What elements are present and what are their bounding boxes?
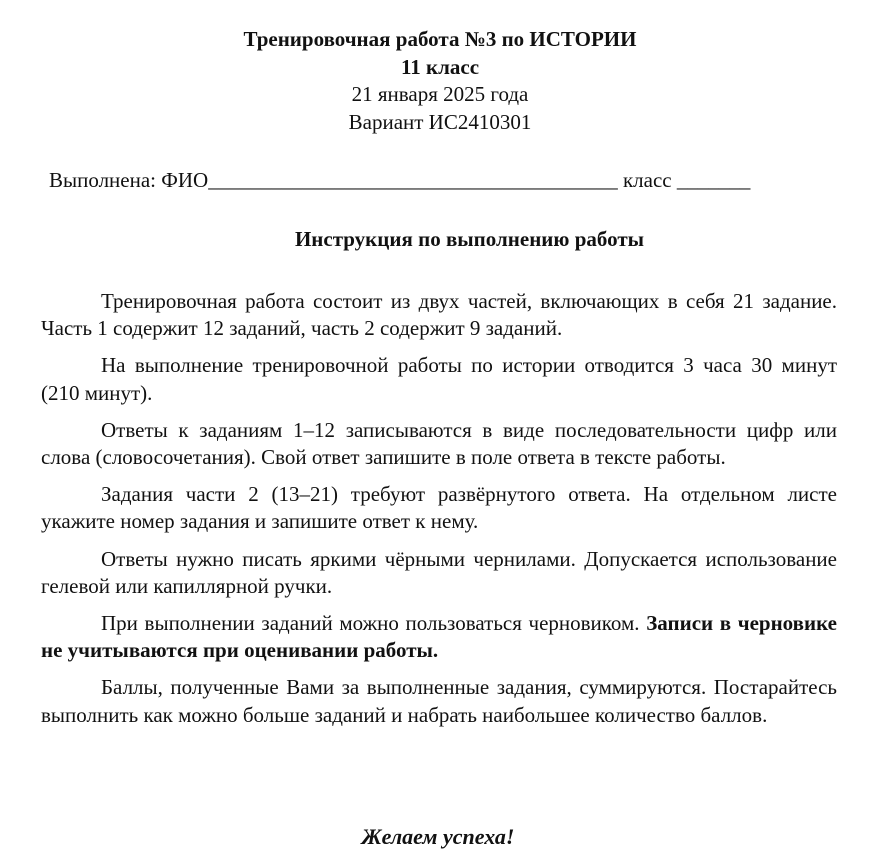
instruction-paragraph: Тренировочная работа состоит из двух частей, включающих в себя 21 задание. Часть 1 содержит 12 заданий, часть 2 содержит 9 заданий. <box>41 289 837 341</box>
instruction-paragraph: Задания части 2 (13–21) требуют развёрнутого ответа. На отдельном листе укажите номер задания и запишите ответ к нему. <box>41 482 837 534</box>
instruction-paragraph: На выполнение тренировочной работы по истории отводится 3 часа 30 минут (210 минут). <box>41 353 837 405</box>
document-title: Тренировочная работа №3 по ИСТОРИИ <box>243 27 637 51</box>
document-header <box>0 26 873 136</box>
instruction-paragraph: Ответы нужно писать яркими чёрными чернилами. Допускается использование гелевой или капиллярной ручки. <box>41 546 837 598</box>
draft-warning: Записи в черновике не учитываются при оценивании работы. <box>41 611 837 663</box>
instructions-title: Инструкция по выполнению работы <box>294 227 645 251</box>
fio-line <box>49 167 750 194</box>
variant-label: Вариант ИС2410301 <box>348 109 532 134</box>
exam-date: 21 января 2025 года <box>351 82 529 106</box>
class-label: класс <box>617 168 677 192</box>
instructions-body <box>41 288 837 739</box>
draft-paragraph <box>41 610 837 664</box>
instruction-paragraph: Баллы, полученные Вами за выполненные задания, суммируются. Постарайтесь выполнить как можно больше заданий и набрать наибольшее количество баллов. <box>41 675 837 727</box>
class-blank: _______ <box>676 168 751 192</box>
closing-wish: Желаем успеха! <box>361 824 515 849</box>
instruction-paragraph: Ответы к заданиям 1–12 записываются в виде последовательности цифр или слова (словосочетания). Свой ответ запишите в поле ответа в тексте работы. <box>41 417 837 470</box>
fio-blank: _______________________________________ <box>208 168 618 192</box>
grade-label: 11 класс <box>400 54 480 79</box>
draft-text: При выполнении заданий можно пользоваться черновиком. <box>101 611 640 636</box>
fio-label: Выполнена: ФИО <box>49 168 209 192</box>
